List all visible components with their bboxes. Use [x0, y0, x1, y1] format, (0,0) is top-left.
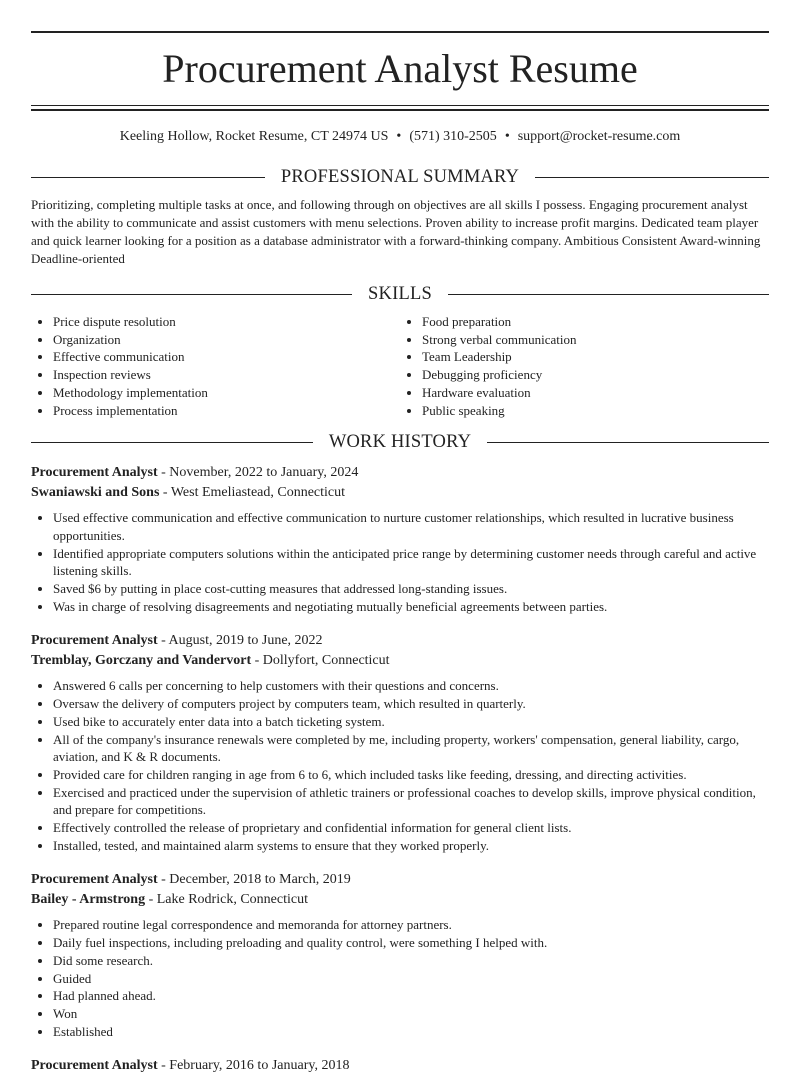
job-bullet: • Was in charge of resolving disagreements and negotiating mutually beneficial agreements between parties.: [53, 598, 769, 616]
job-title: Procurement Analyst: [31, 633, 158, 649]
job-title-line: [31, 463, 769, 483]
job-bullet: • Did some research.: [53, 952, 769, 970]
skill-item: • Organization: [53, 331, 400, 349]
job-bullets: [31, 677, 769, 854]
job-company: Swaniawski and Sons: [31, 485, 160, 501]
skills-column-right: [400, 313, 769, 419]
job-company-line: [31, 651, 769, 671]
job-entry: [31, 870, 769, 1040]
skill-item: • Methodology implementation: [53, 384, 400, 402]
job-bullet: • Provided care for children ranging in age from 6 to 6, which included tasks like feeding, dressing, and directing activities.: [53, 766, 769, 784]
job-company: Bailey - Armstrong: [31, 892, 146, 908]
heading-rule-left: [31, 442, 313, 443]
job-bullet: • Established: [53, 1023, 769, 1041]
job-bullet: • Daily fuel inspections, including preloading and quality control, were something I helped with.: [53, 934, 769, 952]
skill-item: • Effective communication: [53, 348, 400, 366]
job-entry: [31, 1056, 769, 1076]
job-dates: - August, 2019 to June, 2022: [157, 633, 323, 649]
job-dates: - November, 2022 to January, 2024: [157, 465, 359, 481]
top-divider: [31, 31, 769, 33]
job-entry: [31, 631, 769, 854]
job-entry: [31, 463, 769, 615]
job-title-line: [31, 631, 769, 651]
job-title: Procurement Analyst: [31, 1058, 158, 1074]
job-company-line: [31, 483, 769, 503]
skill-item: • Process implementation: [53, 402, 400, 420]
job-bullet: • Effectively controlled the release of proprietary and confidential information for general client lists.: [53, 819, 769, 837]
heading-rule-right: [448, 294, 769, 295]
job-bullets: [31, 916, 769, 1040]
heading-rule-left: [31, 294, 352, 295]
job-title: Procurement Analyst: [31, 465, 158, 481]
contact-line: [31, 128, 769, 146]
job-bullet: • Used effective communication and effective communication to nurture customer relationships, which resulted in lucrative business opportunities.: [53, 509, 769, 544]
skill-item: • Food preparation: [422, 313, 769, 331]
skill-item: • Team Leadership: [422, 348, 769, 366]
job-title-line: [31, 870, 769, 890]
contact-phone: (571) 310-2505: [409, 129, 497, 144]
job-bullet: • All of the company's insurance renewals were completed by me, including property, workers' compensation, general liability, cargo, aviation, and K & R documents.: [53, 731, 769, 766]
work-history-list: [31, 463, 769, 1076]
work-heading-text: WORK HISTORY: [328, 432, 472, 453]
job-title: Procurement Analyst: [31, 872, 158, 888]
heading-rule-right: [535, 177, 769, 178]
heading-rule-left: [31, 177, 265, 178]
heading-rule-right: [487, 442, 769, 443]
job-bullet: • Prepared routine legal correspondence and memoranda for attorney partners.: [53, 916, 769, 934]
job-bullet: • Identified appropriate computers solutions within the anticipated price range by determining customer needs through careful and active listening skills.: [53, 545, 769, 580]
job-bullet: • Exercised and practiced under the supervision of athletic trainers or professional coaches to develop skills, improve physical condition, and prepare for competitions.: [53, 784, 769, 819]
contact-separator: •: [504, 129, 510, 144]
job-bullet: • Answered 6 calls per concerning to help customers with their questions and concerns.: [53, 677, 769, 695]
skill-item: • Hardware evaluation: [422, 384, 769, 402]
job-bullet: • Had planned ahead.: [53, 987, 769, 1005]
job-location: - West Emeliastead, Connecticut: [159, 485, 346, 501]
skill-item: • Inspection reviews: [53, 366, 400, 384]
contact-email: support@rocket-resume.com: [517, 129, 681, 144]
job-bullet: • Saved $6 by putting in place cost-cutting measures that addressed long-standing issues.: [53, 580, 769, 598]
resume-page: [0, 31, 800, 1076]
skill-item: • Price dispute resolution: [53, 313, 400, 331]
skills-heading: [31, 283, 769, 305]
job-company: Tremblay, Gorczany and Vandervort: [31, 653, 252, 669]
job-bullet: • Won: [53, 1005, 769, 1023]
summary-heading-text: PROFESSIONAL SUMMARY: [280, 167, 520, 187]
contact-address: Keeling Hollow, Rocket Resume, CT 24974 US: [119, 129, 389, 144]
title-divider: [31, 105, 769, 111]
summary-heading: [31, 166, 769, 188]
skill-item: • Strong verbal communication: [422, 331, 769, 349]
job-bullets: [31, 509, 769, 615]
job-location: - Lake Rodrick, Connecticut: [145, 892, 308, 908]
job-bullet: • Guided: [53, 970, 769, 988]
job-bullet: • Oversaw the delivery of computers project by computers team, which resulted in quarterly.: [53, 695, 769, 713]
skills-list: [31, 313, 769, 419]
skill-item: • Debugging proficiency: [422, 366, 769, 384]
job-location: - Dollyfort, Connecticut: [251, 653, 390, 669]
job-company-line: [31, 890, 769, 910]
job-bullet: • Installed, tested, and maintained alarm systems to ensure that they worked properly.: [53, 837, 769, 855]
resume-title: Procurement Analyst Resume: [162, 46, 638, 91]
skill-item: • Public speaking: [422, 402, 769, 420]
skills-heading-text: SKILLS: [368, 284, 432, 304]
job-title-line: [31, 1056, 769, 1076]
skills-column-left: [31, 313, 400, 419]
work-heading: [31, 431, 769, 453]
summary-text: Prioritizing, completing multiple tasks at once, and following through on objectives are all skills I possess. Engaging procurement analyst with the ability to communicate and assist customers with menu selections. Proven ability to increase profit margins. Dedicated team player and quick learner looking for a position as a database administrator with a forward-thinking company. Ambitious Consistent Award-winning Deadline-oriented: [31, 197, 761, 266]
job-bullet: • Used bike to accurately enter data into a batch ticketing system.: [53, 713, 769, 731]
job-dates: - February, 2016 to January, 2018: [157, 1058, 350, 1074]
job-dates: - December, 2018 to March, 2019: [157, 872, 351, 888]
contact-separator: •: [396, 129, 402, 144]
